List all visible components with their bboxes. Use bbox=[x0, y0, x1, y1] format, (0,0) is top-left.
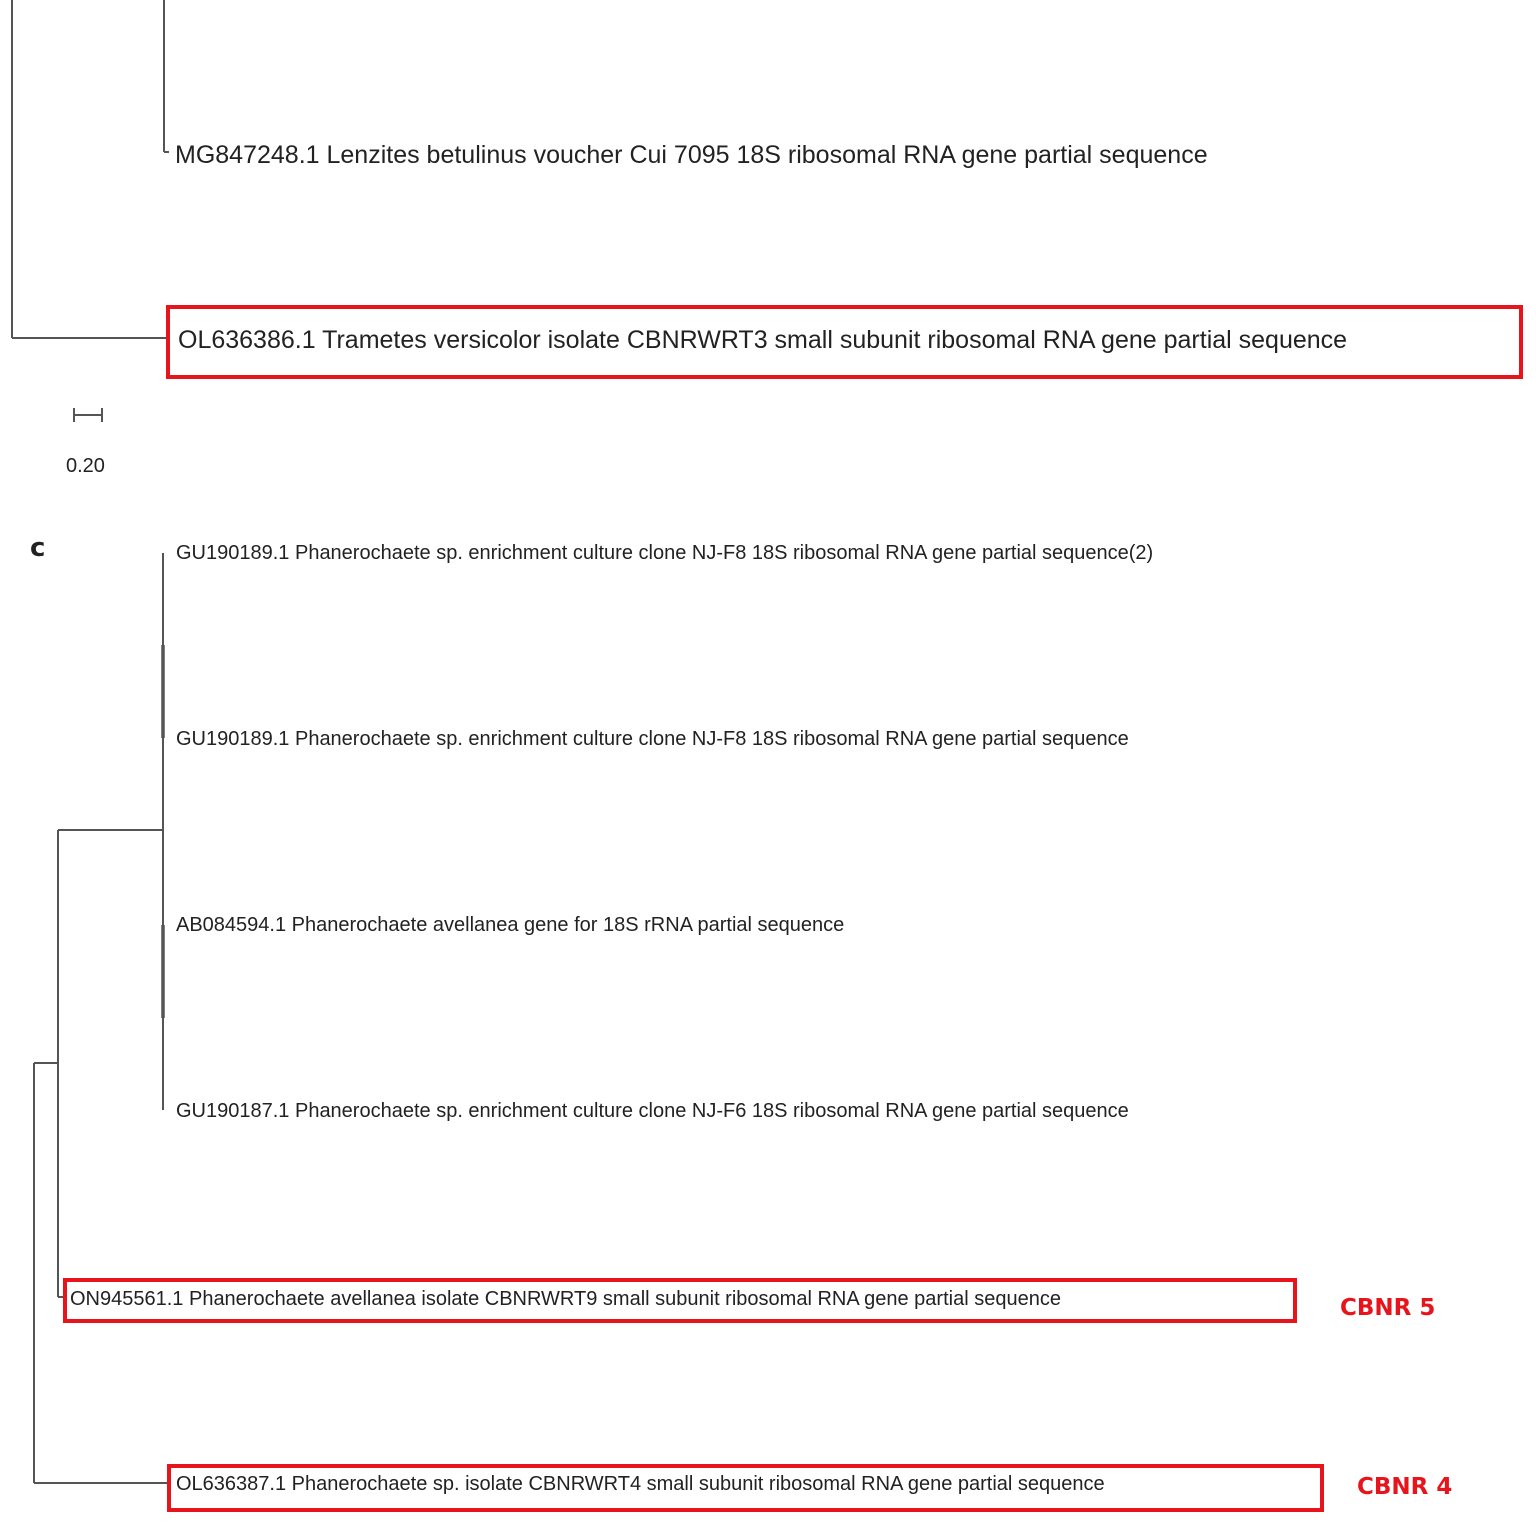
panel-b-scale-bar bbox=[66, 408, 105, 477]
panel-b-leaf-lenzites-label: MG847248.1 Lenzites betulinus voucher Cui 7095 18S ribosomal RNA gene partial sequence bbox=[175, 141, 1208, 169]
panel-c-leaf-ol636387-label: OL636387.1 Phanerochaete sp. isolate CBNRWRT4 small subunit ribosomal RNA gene partial sequence bbox=[176, 1473, 1105, 1495]
scale-bar-label: 0.20 bbox=[66, 455, 105, 477]
panel-c-cbnr5-tag: CBNR 5 bbox=[1340, 1295, 1436, 1321]
panel-b-leaf-trametes-label: OL636386.1 Trametes versicolor isolate CBNRWRT3 small subunit ribosomal RNA gene partial sequence bbox=[178, 326, 1348, 354]
panel-c-leaf-gu190189-label: GU190189.1 Phanerochaete sp. enrichment culture clone NJ-F8 18S ribosomal RNA gene partial sequence bbox=[176, 728, 1129, 750]
panel-c-tree bbox=[30, 533, 1452, 1510]
panel-c-leaf-gu190187-label: GU190187.1 Phanerochaete sp. enrichment culture clone NJ-F6 18S ribosomal RNA gene partial sequence bbox=[176, 1100, 1129, 1122]
panel-b-tree bbox=[12, 0, 1521, 477]
panel-c-letter: c bbox=[30, 533, 46, 563]
panel-c-cbnr4-tag: CBNR 4 bbox=[1357, 1474, 1453, 1500]
panel-c-leaf-ab084594-label: AB084594.1 Phanerochaete avellanea gene for 18S rRNA partial sequence bbox=[176, 914, 845, 936]
panel-c-leaf-on945561-label: ON945561.1 Phanerochaete avellanea isolate CBNRWRT9 small subunit ribosomal RNA gene partial sequence bbox=[70, 1288, 1061, 1310]
panel-c-leaf-gu190189-2-label: GU190189.1 Phanerochaete sp. enrichment culture clone NJ-F8 18S ribosomal RNA gene partial sequence(2) bbox=[176, 542, 1154, 564]
